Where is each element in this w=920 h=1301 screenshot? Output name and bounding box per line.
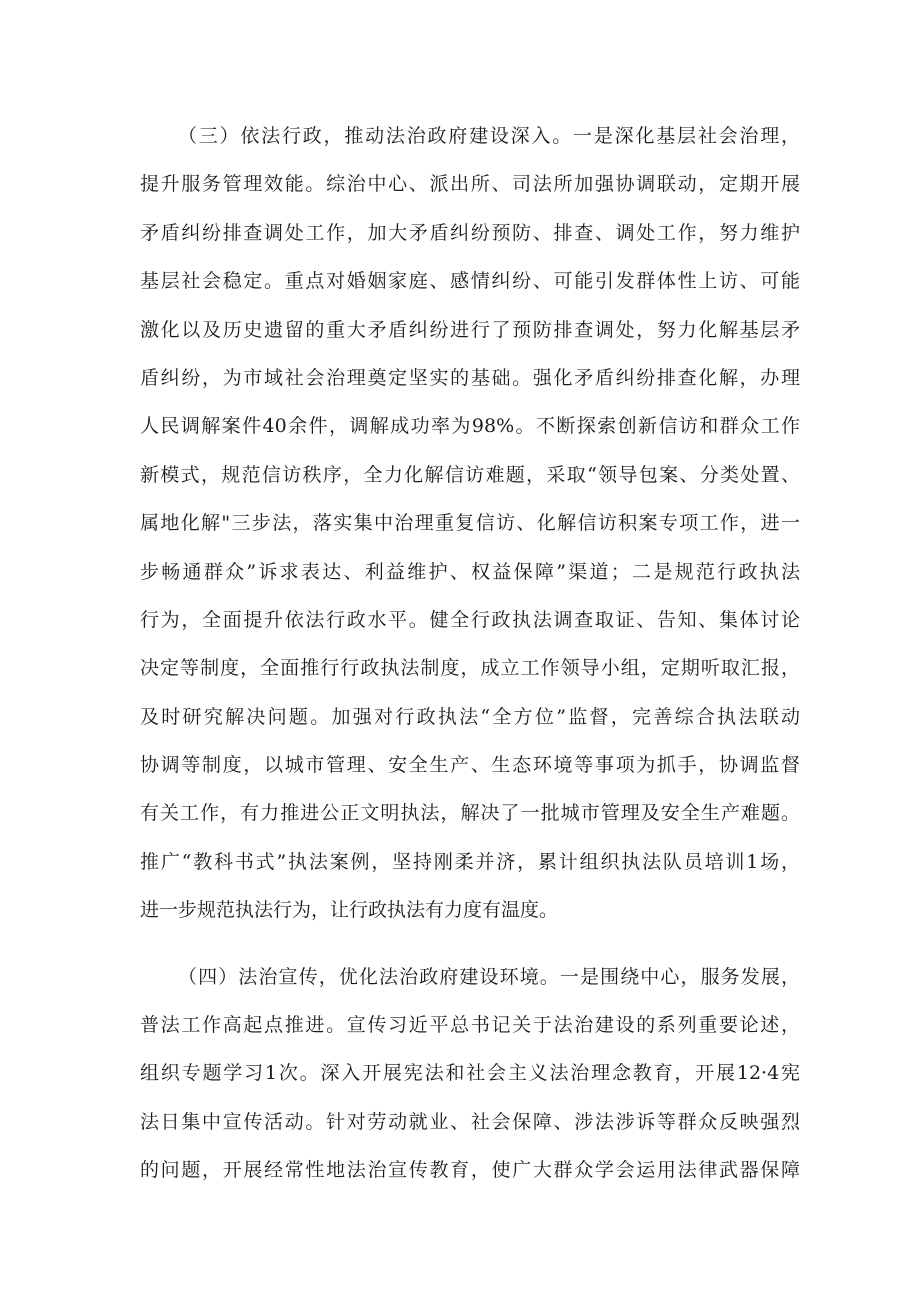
text-line: 激化以及历史遗留的重大矛盾纠纷进行了预防排查调处，努力化解基层矛 bbox=[140, 318, 800, 341]
text-line: 步畅通群众”诉求表达、利益维护、权益保障”渠道；二是规范行政执法 bbox=[140, 560, 800, 583]
text-line: 进一步规范执法行为，让行政执法有力度有温度。 bbox=[140, 899, 559, 922]
paragraph-4 bbox=[140, 953, 800, 1195]
text-line: 提升服务管理效能。综治中心、派出所、司法所加强协调联动，定期开展 bbox=[140, 173, 800, 196]
text-line: （三）依法行政，推动法治政府建设深入。一是深化基层社会治理， bbox=[178, 125, 800, 147]
document-body bbox=[140, 112, 800, 1195]
text-line: 行为，全面提升依法行政水平。健全行政执法调查取证、告知、集体讨论 bbox=[140, 608, 800, 631]
text-line: 新模式，规范信访秩序，全力化解信访难题，采取“领导包案、分类处置、 bbox=[140, 463, 800, 486]
text-line: 矛盾纠纷排查调处工作，加大矛盾纠纷预防、排查、调处工作，努力维护 bbox=[140, 221, 800, 244]
text-line: 的问题，开展经常性地法治宣传教育，使广大群众学会运用法律武器保障 bbox=[140, 1159, 800, 1182]
text-line: 普法工作高起点推进。宣传习近平总书记关于法治建设的系列重要论述， bbox=[140, 1014, 800, 1037]
text-line: 决定等制度，全面推行行政执法制度，成立工作领导小组，定期听取汇报， bbox=[140, 657, 800, 680]
text-line: 组织专题学习1次。深入开展宪法和社会主义法治理念教育，开展12·4宪 bbox=[140, 1062, 800, 1085]
text-line: 盾纠纷，为市域社会治理奠定坚实的基础。强化矛盾纠纷排查化解，办理 bbox=[140, 366, 800, 389]
text-line: （四）法治宣传，优化法治政府建设环境。一是围绕中心，服务发展， bbox=[178, 965, 800, 988]
paragraph-3 bbox=[140, 112, 800, 935]
text-line: 推广“教科书式”执法案例，坚持刚柔并济，累计组织执法队员培训1场， bbox=[140, 850, 800, 873]
text-line: 及时研究解决问题。加强对行政执法“全方位”监督，完善综合执法联动 bbox=[140, 705, 800, 728]
text-line: 基层社会稳定。重点对婚姻家庭、感情纠纷、可能引发群体性上访、可能 bbox=[140, 270, 800, 293]
text-line: 属地化解"三步法，落实集中治理重复信访、化解信访积案专项工作，进一 bbox=[140, 512, 800, 535]
text-line: 有关工作，有力推进公正文明执法，解决了一批城市管理及安全生产难题。 bbox=[140, 802, 800, 825]
text-line: 法日集中宣传活动。针对劳动就业、社会保障、涉法涉诉等群众反映强烈 bbox=[140, 1110, 800, 1133]
paragraph-gap bbox=[140, 935, 800, 953]
text-line: 人民调解案件40余件，调解成功率为98%。不断探索创新信访和群众工作 bbox=[140, 415, 800, 438]
text-line: 协调等制度，以城市管理、安全生产、生态环境等事项为抓手，协调监督 bbox=[140, 754, 800, 777]
